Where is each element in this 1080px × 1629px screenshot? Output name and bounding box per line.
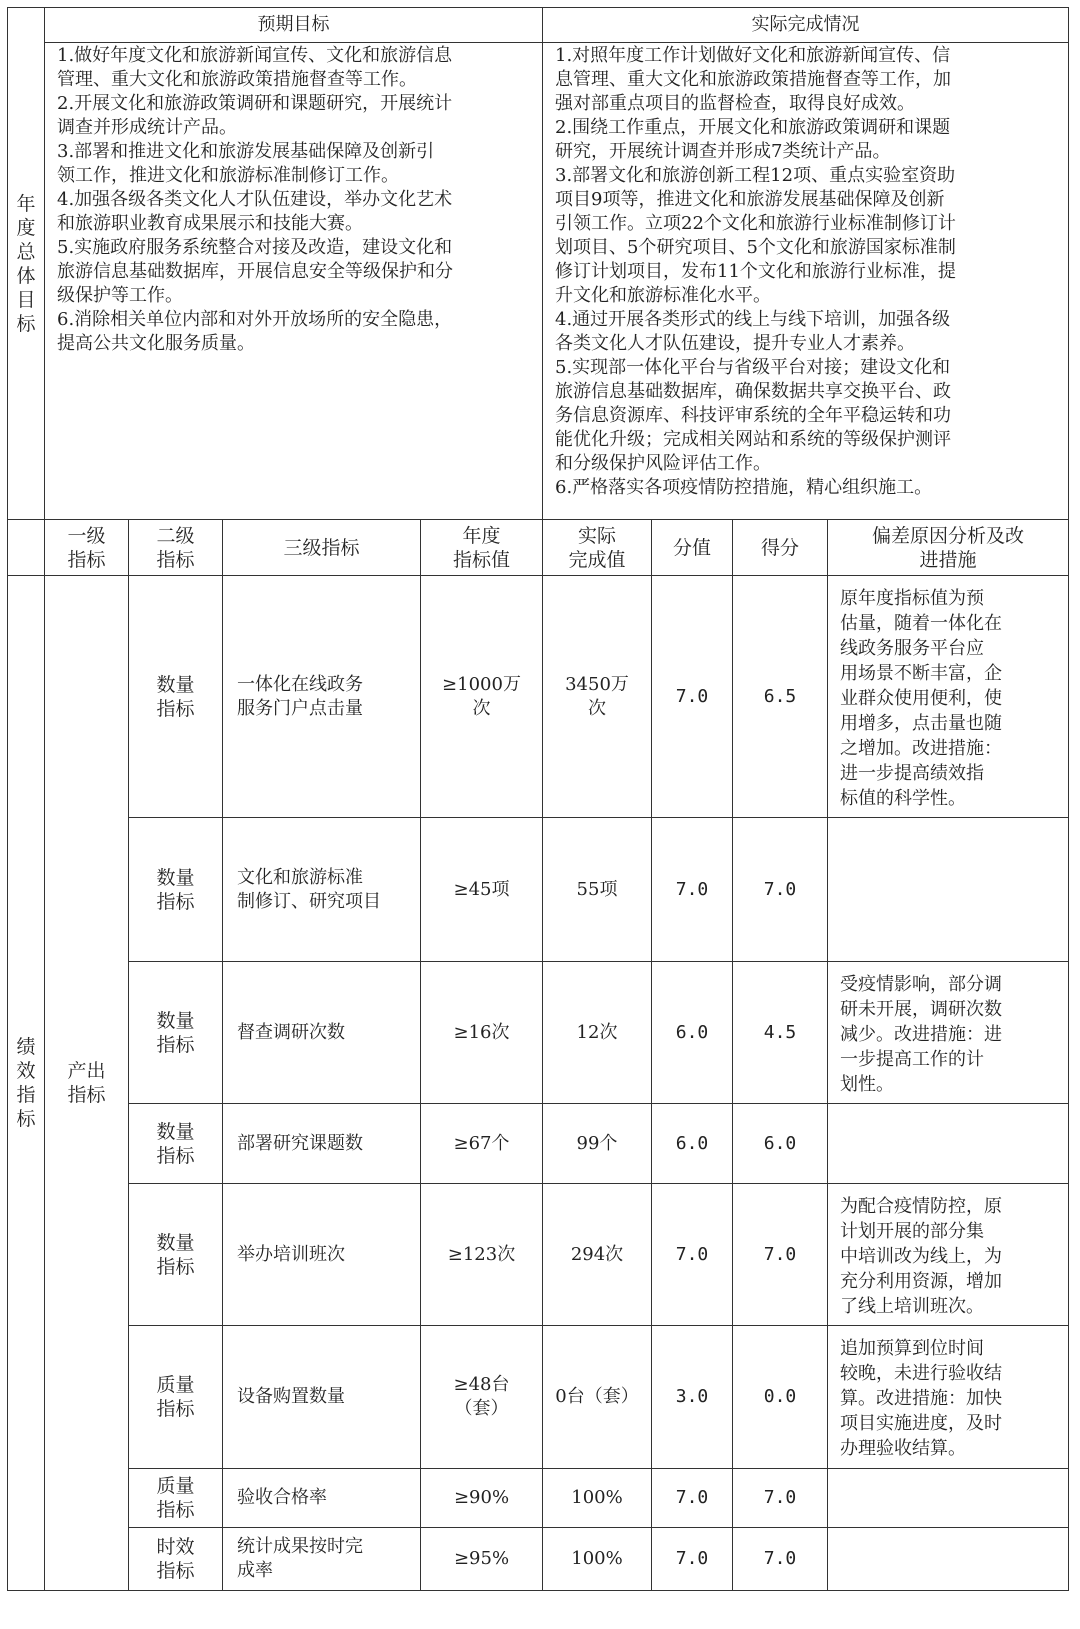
overall-header-row xyxy=(8,8,1069,43)
text-line: 管理、重大文化和旅游政策措施督查等工作。 xyxy=(57,69,417,90)
vertical-char: 指 xyxy=(16,1084,36,1106)
header-level2 xyxy=(129,520,223,576)
deviation-cell xyxy=(828,962,1069,1104)
perf-label-cell xyxy=(8,576,45,1591)
table-row xyxy=(8,1469,1069,1528)
text-line: 设备购置数量 xyxy=(237,1386,345,1407)
target-cell xyxy=(421,1326,543,1469)
deviation-cell xyxy=(828,576,1069,818)
got-cell: 0.0 xyxy=(733,1326,828,1469)
text-line: 数量 xyxy=(156,673,195,696)
text-line: 为配合疫情防控，原 xyxy=(840,1196,1002,1217)
table-row xyxy=(8,818,1069,962)
text-line: 0台（套） xyxy=(555,1386,639,1407)
text-line: ≥90% xyxy=(453,1487,510,1508)
text-line: （套） xyxy=(454,1398,509,1419)
text-line: 项目9项等，推进文化和旅游发展基础保障及创新 xyxy=(555,189,945,210)
level2-cell xyxy=(129,818,223,962)
text-line: 1.做好年度文化和旅游新闻宣传、文化和旅游信息 xyxy=(57,45,453,66)
text-line: 6.消除相关单位内部和对外开放场所的安全隐患， xyxy=(57,309,453,330)
vertical-char: 年 xyxy=(16,192,36,215)
text-line: 修订计划项目，发布11个文化和旅游行业标准，提 xyxy=(555,261,956,282)
text-line: 产出 xyxy=(67,1060,106,1082)
text-line: 100% xyxy=(571,1487,623,1508)
target-cell xyxy=(421,1104,543,1184)
text-line: 部署研究课题数 xyxy=(237,1132,363,1154)
vertical-char: 标 xyxy=(16,1108,36,1130)
text-line: 100% xyxy=(571,1548,623,1569)
deviation-cell xyxy=(828,1104,1069,1184)
text-line: 一体化在线政务 xyxy=(237,673,363,695)
text-line: 办理验收结算。 xyxy=(840,1438,966,1459)
text-line: 服务门户点击量 xyxy=(237,697,363,719)
overall-label-cell xyxy=(8,8,45,520)
level3-cell xyxy=(223,818,421,962)
text-line: 6.严格落实各项疫情防控措施，精心组织施工。 xyxy=(555,477,933,498)
metrics-header-row xyxy=(8,520,1069,576)
level3-cell xyxy=(223,1184,421,1326)
vertical-char: 标 xyxy=(16,312,36,335)
text-line: 息管理、重大文化和旅游政策措施督查等工作，加 xyxy=(555,69,951,90)
performance-table xyxy=(7,7,1069,1591)
text-line: ≥123次 xyxy=(447,1243,516,1265)
text-line: ≥45项 xyxy=(453,878,510,900)
text-line: 一级 xyxy=(67,524,106,547)
score-cell: 7.0 xyxy=(652,818,733,962)
level3-cell xyxy=(223,1326,421,1469)
level2-cell xyxy=(129,576,223,818)
text-line: 用场景不断丰富，企 xyxy=(840,663,1002,684)
actual-cell xyxy=(543,1326,652,1469)
table-row xyxy=(8,962,1069,1104)
overall-content-row xyxy=(8,43,1069,520)
got-cell: 4.5 xyxy=(733,962,828,1104)
deviation-cell xyxy=(828,1469,1069,1528)
level3-cell xyxy=(223,1104,421,1184)
text-line: 294次 xyxy=(570,1243,624,1265)
text-line: 督查调研次数 xyxy=(237,1021,345,1043)
text-line: 估量，随着一体化在 xyxy=(840,613,1002,634)
text-line: 4.加强各级各类文化人才队伍建设，举办文化艺术 xyxy=(57,189,453,210)
text-line: 年度 xyxy=(462,524,501,547)
level1-output-cell xyxy=(45,576,129,1591)
text-line: 减少。改进措施：进 xyxy=(840,1024,1002,1045)
text-line: 研究，开展统计调查并形成7类统计产品。 xyxy=(555,141,891,162)
actual-cell xyxy=(543,1184,652,1326)
text-line: 指标 xyxy=(156,1560,195,1582)
level2-cell xyxy=(129,1528,223,1591)
text-line: 指标 xyxy=(156,548,195,571)
text-line: 务信息资源库、科技评审系统的全年平稳运转和功 xyxy=(555,405,951,426)
header-got: 得分 xyxy=(733,520,828,576)
text-line: 受疫情影响，部分调 xyxy=(840,974,1002,995)
text-line: ≥16次 xyxy=(453,1021,510,1043)
text-line: 举办培训班次 xyxy=(237,1243,345,1265)
text-line: 3.部署和推进文化和旅游发展基础保障及创新引 xyxy=(57,141,435,162)
text-line: 数量 xyxy=(156,1231,195,1254)
got-cell: 6.5 xyxy=(733,576,828,818)
text-line: 调查并形成统计产品。 xyxy=(57,117,237,138)
score-cell: 7.0 xyxy=(652,1528,733,1591)
text-line: 各类文化人才队伍建设，提升专业人才素养。 xyxy=(555,333,915,354)
level2-cell xyxy=(129,962,223,1104)
level2-cell xyxy=(129,1184,223,1326)
text-line: 指标 xyxy=(156,1255,195,1278)
header-level3: 三级指标 xyxy=(223,520,421,576)
deviation-cell xyxy=(828,1326,1069,1469)
text-line: 3450万 xyxy=(565,673,629,695)
vertical-char: 体 xyxy=(16,264,36,287)
header-empty xyxy=(8,520,45,576)
text-line: 进措施 xyxy=(919,548,977,571)
text-line: 2.开展文化和旅游政策调研和课题研究，开展统计 xyxy=(57,93,453,114)
text-line: ≥48台 xyxy=(453,1374,510,1395)
actual-cell xyxy=(543,1528,652,1591)
text-line: 1.对照年度工作计划做好文化和旅游新闻宣传、信 xyxy=(555,45,951,66)
text-line: 偏差原因分析及改 xyxy=(871,524,1024,547)
header-actual xyxy=(543,520,652,576)
actual-header: 实际完成情况 xyxy=(543,8,1069,43)
text-line: 指标 xyxy=(67,1084,106,1106)
score-cell: 6.0 xyxy=(652,962,733,1104)
text-line: 数量 xyxy=(156,1120,195,1143)
text-line: 算。改进措施：加快 xyxy=(840,1388,1002,1409)
got-cell: 6.0 xyxy=(733,1104,828,1184)
header-score: 分值 xyxy=(652,520,733,576)
target-cell xyxy=(421,818,543,962)
text-line: 3.部署文化和旅游创新工程12项、重点实验室资助 xyxy=(555,165,956,186)
table-row xyxy=(8,1184,1069,1326)
text-line: 4.通过开展各类形式的线上与线下培训，加强各级 xyxy=(555,309,951,330)
text-line: 划性。 xyxy=(840,1074,894,1095)
text-line: 划项目、5个研究项目、5个文化和旅游国家标准制 xyxy=(555,237,956,258)
text-line: 数量 xyxy=(156,866,195,889)
expected-header: 预期目标 xyxy=(45,8,543,43)
level3-cell xyxy=(223,576,421,818)
score-cell: 7.0 xyxy=(652,1469,733,1528)
text-line: 强对部重点项目的监督检查，取得良好成效。 xyxy=(555,93,915,114)
level3-cell xyxy=(223,1469,421,1528)
actual-cell xyxy=(543,1104,652,1184)
text-line: 12次 xyxy=(576,1021,618,1043)
text-line: 一步提高工作的计 xyxy=(840,1049,984,1070)
text-line: 升文化和旅游标准化水平。 xyxy=(555,285,771,306)
got-cell: 7.0 xyxy=(733,1528,828,1591)
text-line: ≥95% xyxy=(453,1548,510,1569)
actual-cell xyxy=(543,962,652,1104)
text-line: ≥67个 xyxy=(453,1132,510,1154)
text-line: 标值的科学性。 xyxy=(840,788,966,809)
text-line: 指标 xyxy=(156,1398,195,1420)
text-line: 99个 xyxy=(576,1132,618,1154)
text-line: 5.实施政府服务系统整合对接及改造，建设文化和 xyxy=(57,237,453,258)
target-cell xyxy=(421,1469,543,1528)
vertical-char: 总 xyxy=(16,240,36,263)
level3-cell xyxy=(223,1528,421,1591)
text-line: 2.围绕工作重点，开展文化和旅游政策调研和课题 xyxy=(555,117,951,138)
target-cell xyxy=(421,1528,543,1591)
vertical-char: 度 xyxy=(16,216,36,239)
got-cell: 7.0 xyxy=(733,818,828,962)
text-line: 研未开展，调研次数 xyxy=(840,999,1002,1020)
text-line: 指标 xyxy=(156,1144,195,1167)
text-line: 追加预算到位时间 xyxy=(840,1338,984,1359)
text-line: 了线上培训班次。 xyxy=(840,1296,984,1317)
text-line: 质量 xyxy=(156,1475,195,1497)
text-line: 指标 xyxy=(156,1033,195,1056)
text-line: 旅游信息基础数据库，确保数据共享交换平台、政 xyxy=(555,381,951,402)
text-line: 之增加。改进措施： xyxy=(840,738,1002,759)
text-line: 较晚，未进行验收结 xyxy=(840,1363,1002,1384)
text-line: 质量 xyxy=(156,1374,195,1396)
target-cell xyxy=(421,962,543,1104)
text-line: 领工作，推进文化和旅游标准制修订工作。 xyxy=(57,165,399,186)
table-row xyxy=(8,1104,1069,1184)
got-cell: 7.0 xyxy=(733,1184,828,1326)
score-cell: 6.0 xyxy=(652,1104,733,1184)
text-line: 次 xyxy=(472,697,491,719)
text-line: 完成值 xyxy=(568,548,626,571)
text-line: 级保护等工作。 xyxy=(57,285,183,306)
table-row xyxy=(8,576,1069,818)
text-line: 旅游信息基础数据库，开展信息安全等级保护和分 xyxy=(57,261,453,282)
vertical-char: 目 xyxy=(16,288,36,311)
expected-goals xyxy=(45,43,543,520)
target-cell xyxy=(421,1184,543,1326)
deviation-cell xyxy=(828,1528,1069,1591)
level2-cell xyxy=(129,1469,223,1528)
deviation-cell xyxy=(828,818,1069,962)
header-level1 xyxy=(45,520,129,576)
text-line: 文化和旅游标准 xyxy=(237,866,363,888)
text-line: 数量 xyxy=(156,1009,195,1032)
level2-cell xyxy=(129,1104,223,1184)
text-line: 充分利用资源，增加 xyxy=(840,1271,1002,1292)
score-cell: 7.0 xyxy=(652,1184,733,1326)
text-line: 用增多，点击量也随 xyxy=(840,713,1002,734)
text-line: 指标 xyxy=(156,697,195,720)
text-line: 进一步提高绩效指 xyxy=(840,763,984,784)
text-line: 指标 xyxy=(67,548,106,571)
text-line: 指标值 xyxy=(452,548,510,571)
vertical-char: 绩 xyxy=(16,1036,36,1058)
text-line: 项目实施进度，及时 xyxy=(840,1413,1002,1434)
text-line: 和分级保护风险评估工作。 xyxy=(555,453,771,474)
deviation-cell xyxy=(828,1184,1069,1326)
level2-cell xyxy=(129,1326,223,1469)
text-line: 指标 xyxy=(156,890,195,913)
actual-cell xyxy=(543,1469,652,1528)
score-cell: 3.0 xyxy=(652,1326,733,1469)
text-line: 二级 xyxy=(156,524,195,547)
text-line: 验收合格率 xyxy=(237,1487,327,1508)
target-cell xyxy=(421,576,543,818)
actual-cell xyxy=(543,818,652,962)
text-line: 线政务服务平台应 xyxy=(840,638,984,659)
text-line: 实际 xyxy=(577,524,616,547)
text-line: 引领工作。立项22个文化和旅游行业标准制修订计 xyxy=(555,213,956,234)
header-target xyxy=(421,520,543,576)
text-line: 业群众使用便利，使 xyxy=(840,688,1002,709)
actual-results xyxy=(543,43,1069,520)
level3-cell xyxy=(223,962,421,1104)
text-line: 原年度指标值为预 xyxy=(840,588,984,609)
text-line: 统计成果按时完 xyxy=(237,1536,363,1557)
text-line: 计划开展的部分集 xyxy=(840,1221,984,1242)
text-line: 时效 xyxy=(156,1536,195,1558)
text-line: 5.实现部一体化平台与省级平台对接；建设文化和 xyxy=(555,357,951,378)
actual-cell xyxy=(543,576,652,818)
text-line: 和旅游职业教育成果展示和技能大赛。 xyxy=(57,213,363,234)
text-line: ≥1000万 xyxy=(442,673,521,695)
table-row xyxy=(8,1326,1069,1469)
text-line: 次 xyxy=(588,697,606,719)
got-cell: 7.0 xyxy=(733,1469,828,1528)
text-line: 制修订、研究项目 xyxy=(237,890,381,912)
text-line: 能优化升级；完成相关网站和系统的等级保护测评 xyxy=(555,429,951,450)
text-line: 指标 xyxy=(156,1499,195,1521)
text-line: 中培训改为线上，为 xyxy=(840,1246,1002,1267)
vertical-char: 效 xyxy=(16,1060,36,1082)
score-cell: 7.0 xyxy=(652,576,733,818)
text-line: 提高公共文化服务质量。 xyxy=(57,333,255,354)
table-row xyxy=(8,1528,1069,1591)
text-line: 成率 xyxy=(237,1560,273,1581)
text-line: 55项 xyxy=(576,878,618,900)
header-deviation xyxy=(828,520,1069,576)
